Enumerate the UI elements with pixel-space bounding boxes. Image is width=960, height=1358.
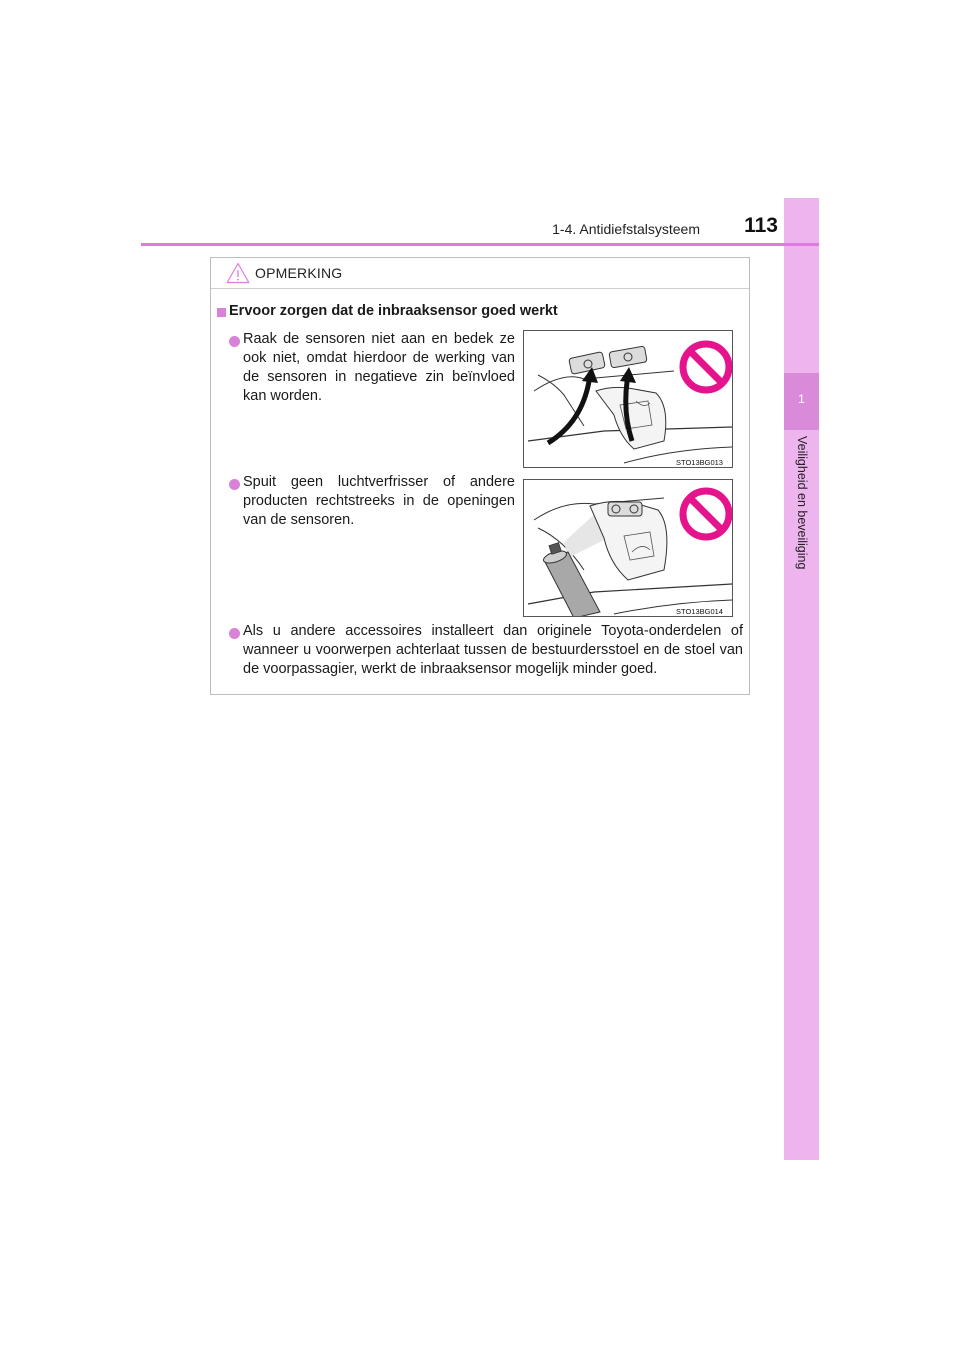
note-subheading: Ervoor zorgen dat de inbraaksensor goed werkt bbox=[229, 303, 558, 319]
prohibited-icon bbox=[683, 344, 729, 390]
bullet-dot-icon bbox=[229, 628, 240, 639]
prohibited-icon bbox=[683, 491, 729, 537]
note-box bbox=[210, 257, 750, 695]
illustration-code: STO13BG014 bbox=[676, 607, 723, 616]
square-bullet-icon bbox=[217, 308, 226, 317]
chapter-title bbox=[784, 432, 819, 652]
note-title: OPMERKING bbox=[255, 265, 343, 281]
note-header bbox=[211, 258, 749, 289]
note-item-3: Als u andere accessoires installeert dan originele Toyota-onderdelen of wanneer u voorwerpen achterlaat tussen de bestuurdersstoel en de stoel van de voorpassagier, werkt de inbraaksensor mogelijk minder goed. bbox=[243, 623, 743, 677]
page-number: 113 bbox=[744, 214, 778, 237]
section-title: 1-4. Antidiefstalsysteem bbox=[552, 221, 700, 237]
sensor-touch-drawing bbox=[524, 331, 733, 468]
warning-triangle-icon bbox=[226, 262, 250, 284]
header-rule bbox=[141, 243, 819, 246]
note-item-2: Spuit geen luchtverfrisser of andere producten rechtstreeks in de openingen van de sensoren. bbox=[243, 474, 515, 528]
bullet-dot-icon bbox=[229, 336, 240, 347]
note-item-1: Raak de sensoren niet aan en bedek ze ook niet, omdat hierdoor de werking van de sensoren in negatieve zin beïnvloed kan worden. bbox=[243, 331, 515, 404]
spray-drawing bbox=[524, 480, 733, 617]
illustration-sensor-touch bbox=[523, 330, 733, 468]
illustration-spray bbox=[523, 479, 733, 617]
illustration-code: STO13BG013 bbox=[676, 458, 723, 467]
bullet-dot-icon bbox=[229, 479, 240, 490]
chapter-number: 1 bbox=[798, 392, 805, 406]
chapter-side-tab bbox=[784, 198, 819, 1160]
chapter-title-text: Veiligheid en beveiliging bbox=[795, 436, 809, 570]
